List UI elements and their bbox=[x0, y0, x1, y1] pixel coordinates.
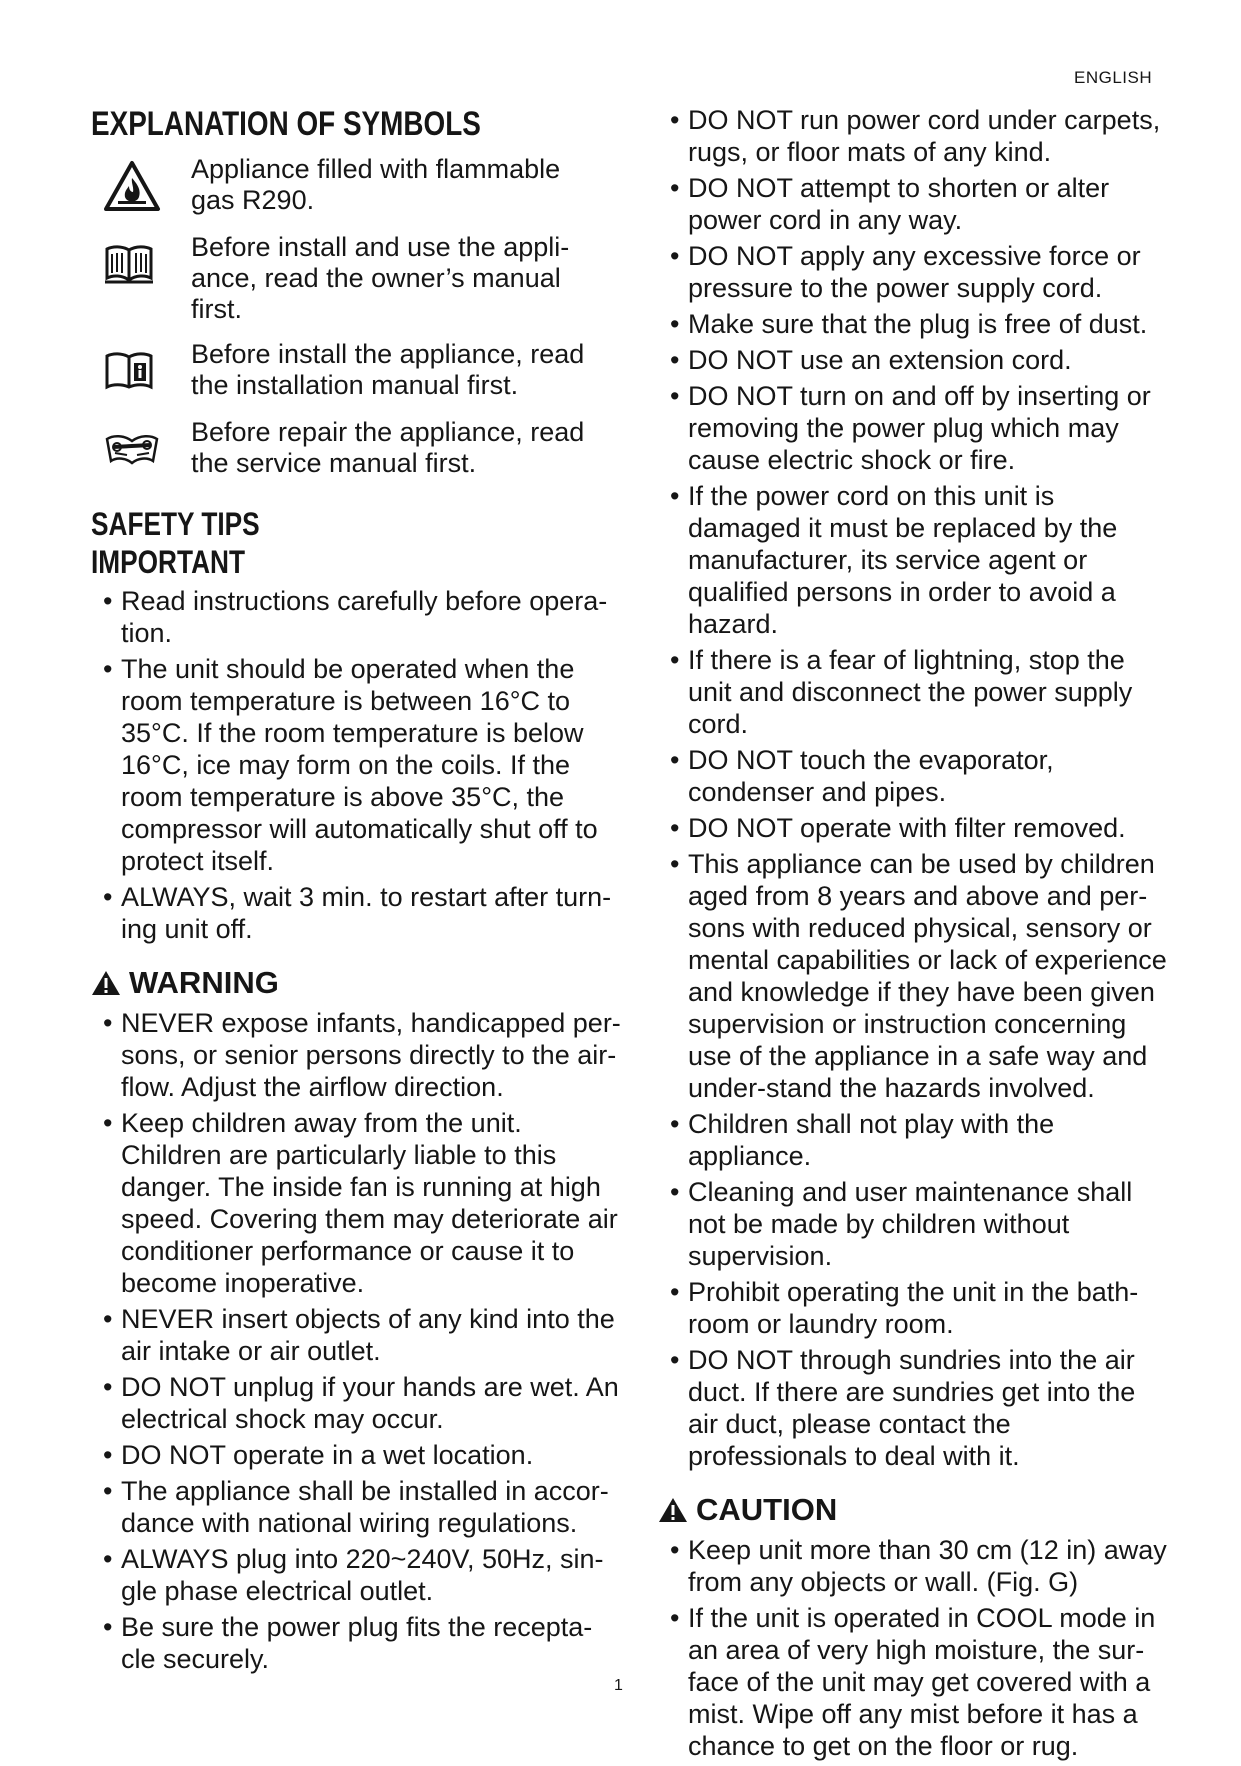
caution-list bbox=[658, 1534, 1168, 1762]
list-item: • DO NOT operate with filter removed. bbox=[658, 812, 1168, 844]
right-column bbox=[658, 104, 1168, 1766]
symbol-row bbox=[91, 339, 621, 403]
service-manual-icon bbox=[91, 417, 191, 481]
list-item: • NEVER insert objects of any kind into the air intake or air outlet. bbox=[91, 1303, 621, 1367]
info-manual-icon bbox=[91, 339, 191, 403]
safety-heading: SAFETY TIPS bbox=[91, 506, 260, 542]
symbols-heading: EXPLANATION OF SYMBOLS bbox=[91, 105, 481, 143]
important-list bbox=[91, 585, 621, 945]
list-item: • If there is a fear of lightning, stop the unit and disconnect the power supply cord. bbox=[658, 644, 1168, 740]
list-item: • If the power cord on this unit is damaged it must be replaced by the manufacturer, its service agent or qualified persons in order to avoid a hazard. bbox=[658, 480, 1168, 640]
language-label: ENGLISH bbox=[1074, 68, 1153, 87]
list-item: • Keep children away from the unit. Children are particularly liable to this danger. The inside fan is running at high speed. Covering them may deteriorate air conditioner performance or cause it to become inoperative. bbox=[91, 1107, 621, 1299]
page-number: 1 bbox=[614, 1677, 623, 1694]
warning-heading bbox=[91, 963, 621, 1003]
left-column bbox=[91, 104, 621, 1679]
open-book-icon bbox=[91, 232, 191, 296]
list-item: • DO NOT apply any excessive force or pressure to the power supply cord. bbox=[658, 240, 1168, 304]
list-item: • This appliance can be used by children aged from 8 years and above and per-sons with reduced physical, sensory or mental capabilities or lack of experience and knowledge if they have been given supervision or instruction concerning use of the appliance in a safe way and under-stand the hazards involved. bbox=[658, 848, 1168, 1104]
list-item: • Be sure the power plug fits the recepta-cle securely. bbox=[91, 1611, 621, 1675]
list-item: • DO NOT attempt to shorten or alter power cord in any way. bbox=[658, 172, 1168, 236]
list-item: • The unit should be operated when the room temperature is between 16°C to 35°C. If the room temperature is below 16°C, ice may form on the coils. If the room temperature is above 35°C, the compressor will automatically shut off to protect itself. bbox=[91, 653, 621, 877]
list-item: • DO NOT use an extension cord. bbox=[658, 344, 1168, 376]
symbol-row bbox=[91, 417, 621, 481]
caution-title: CAUTION bbox=[696, 1492, 838, 1527]
list-item: • Cleaning and user maintenance shall not be made by children without supervision. bbox=[658, 1176, 1168, 1272]
list-item: • The appliance shall be installed in accor-dance with national wiring regulations. bbox=[91, 1475, 621, 1539]
symbol-row bbox=[91, 154, 621, 218]
list-item: • DO NOT through sundries into the air duct. If there are sundries get into the air duct, please contact the professionals to deal with it. bbox=[658, 1344, 1168, 1472]
warning-list-continued bbox=[658, 104, 1168, 1472]
list-item: • DO NOT operate in a wet location. bbox=[91, 1439, 621, 1471]
symbol-text: Appliance filled with flammable gas R290. bbox=[191, 154, 561, 215]
warning-list bbox=[91, 1007, 621, 1675]
warning-triangle-icon bbox=[91, 970, 121, 996]
symbol-row bbox=[91, 232, 621, 325]
list-item: • DO NOT turn on and off by inserting or removing the power plug which may cause electric shock or fire. bbox=[658, 380, 1168, 476]
important-heading: IMPORTANT bbox=[91, 544, 246, 580]
symbol-text: Before repair the appliance, read the service manual first. bbox=[191, 417, 585, 478]
list-item: • Children shall not play with the appliance. bbox=[658, 1108, 1168, 1172]
list-item: • If the unit is operated in COOL mode in an area of very high moisture, the sur-face of the unit may get covered with a mist. Wipe off any mist before it has a chance to get on the floor or rug. bbox=[658, 1602, 1168, 1762]
list-item: • DO NOT touch the evaporator, condenser and pipes. bbox=[658, 744, 1168, 808]
caution-heading bbox=[658, 1490, 1168, 1530]
caution-triangle-icon bbox=[658, 1497, 688, 1523]
list-item: • DO NOT run power cord under carpets, rugs, or floor mats of any kind. bbox=[658, 104, 1168, 168]
list-item: • NEVER expose infants, handicapped per-sons, or senior persons directly to the air-flow. Adjust the airflow direction. bbox=[91, 1007, 621, 1103]
list-item: • DO NOT unplug if your hands are wet. An electrical shock may occur. bbox=[91, 1371, 621, 1435]
list-item: • Read instructions carefully before opera-tion. bbox=[91, 585, 621, 649]
list-item: • ALWAYS plug into 220~240V, 50Hz, sin-gle phase electrical outlet. bbox=[91, 1543, 621, 1607]
list-item: • Prohibit operating the unit in the bath-room or laundry room. bbox=[658, 1276, 1168, 1340]
flammable-warning-icon bbox=[91, 154, 191, 218]
symbol-text: Before install and use the appli-ance, read the owner’s manual first. bbox=[191, 232, 570, 324]
warning-title: WARNING bbox=[129, 965, 279, 1000]
list-item: • Keep unit more than 30 cm (12 in) away from any objects or wall. (Fig. G) bbox=[658, 1534, 1168, 1598]
list-item: • Make sure that the plug is free of dust. bbox=[658, 308, 1168, 340]
symbol-text: Before install the appliance, read the installation manual first. bbox=[191, 339, 585, 400]
list-item: • ALWAYS, wait 3 min. to restart after turn-ing unit off. bbox=[91, 881, 621, 945]
